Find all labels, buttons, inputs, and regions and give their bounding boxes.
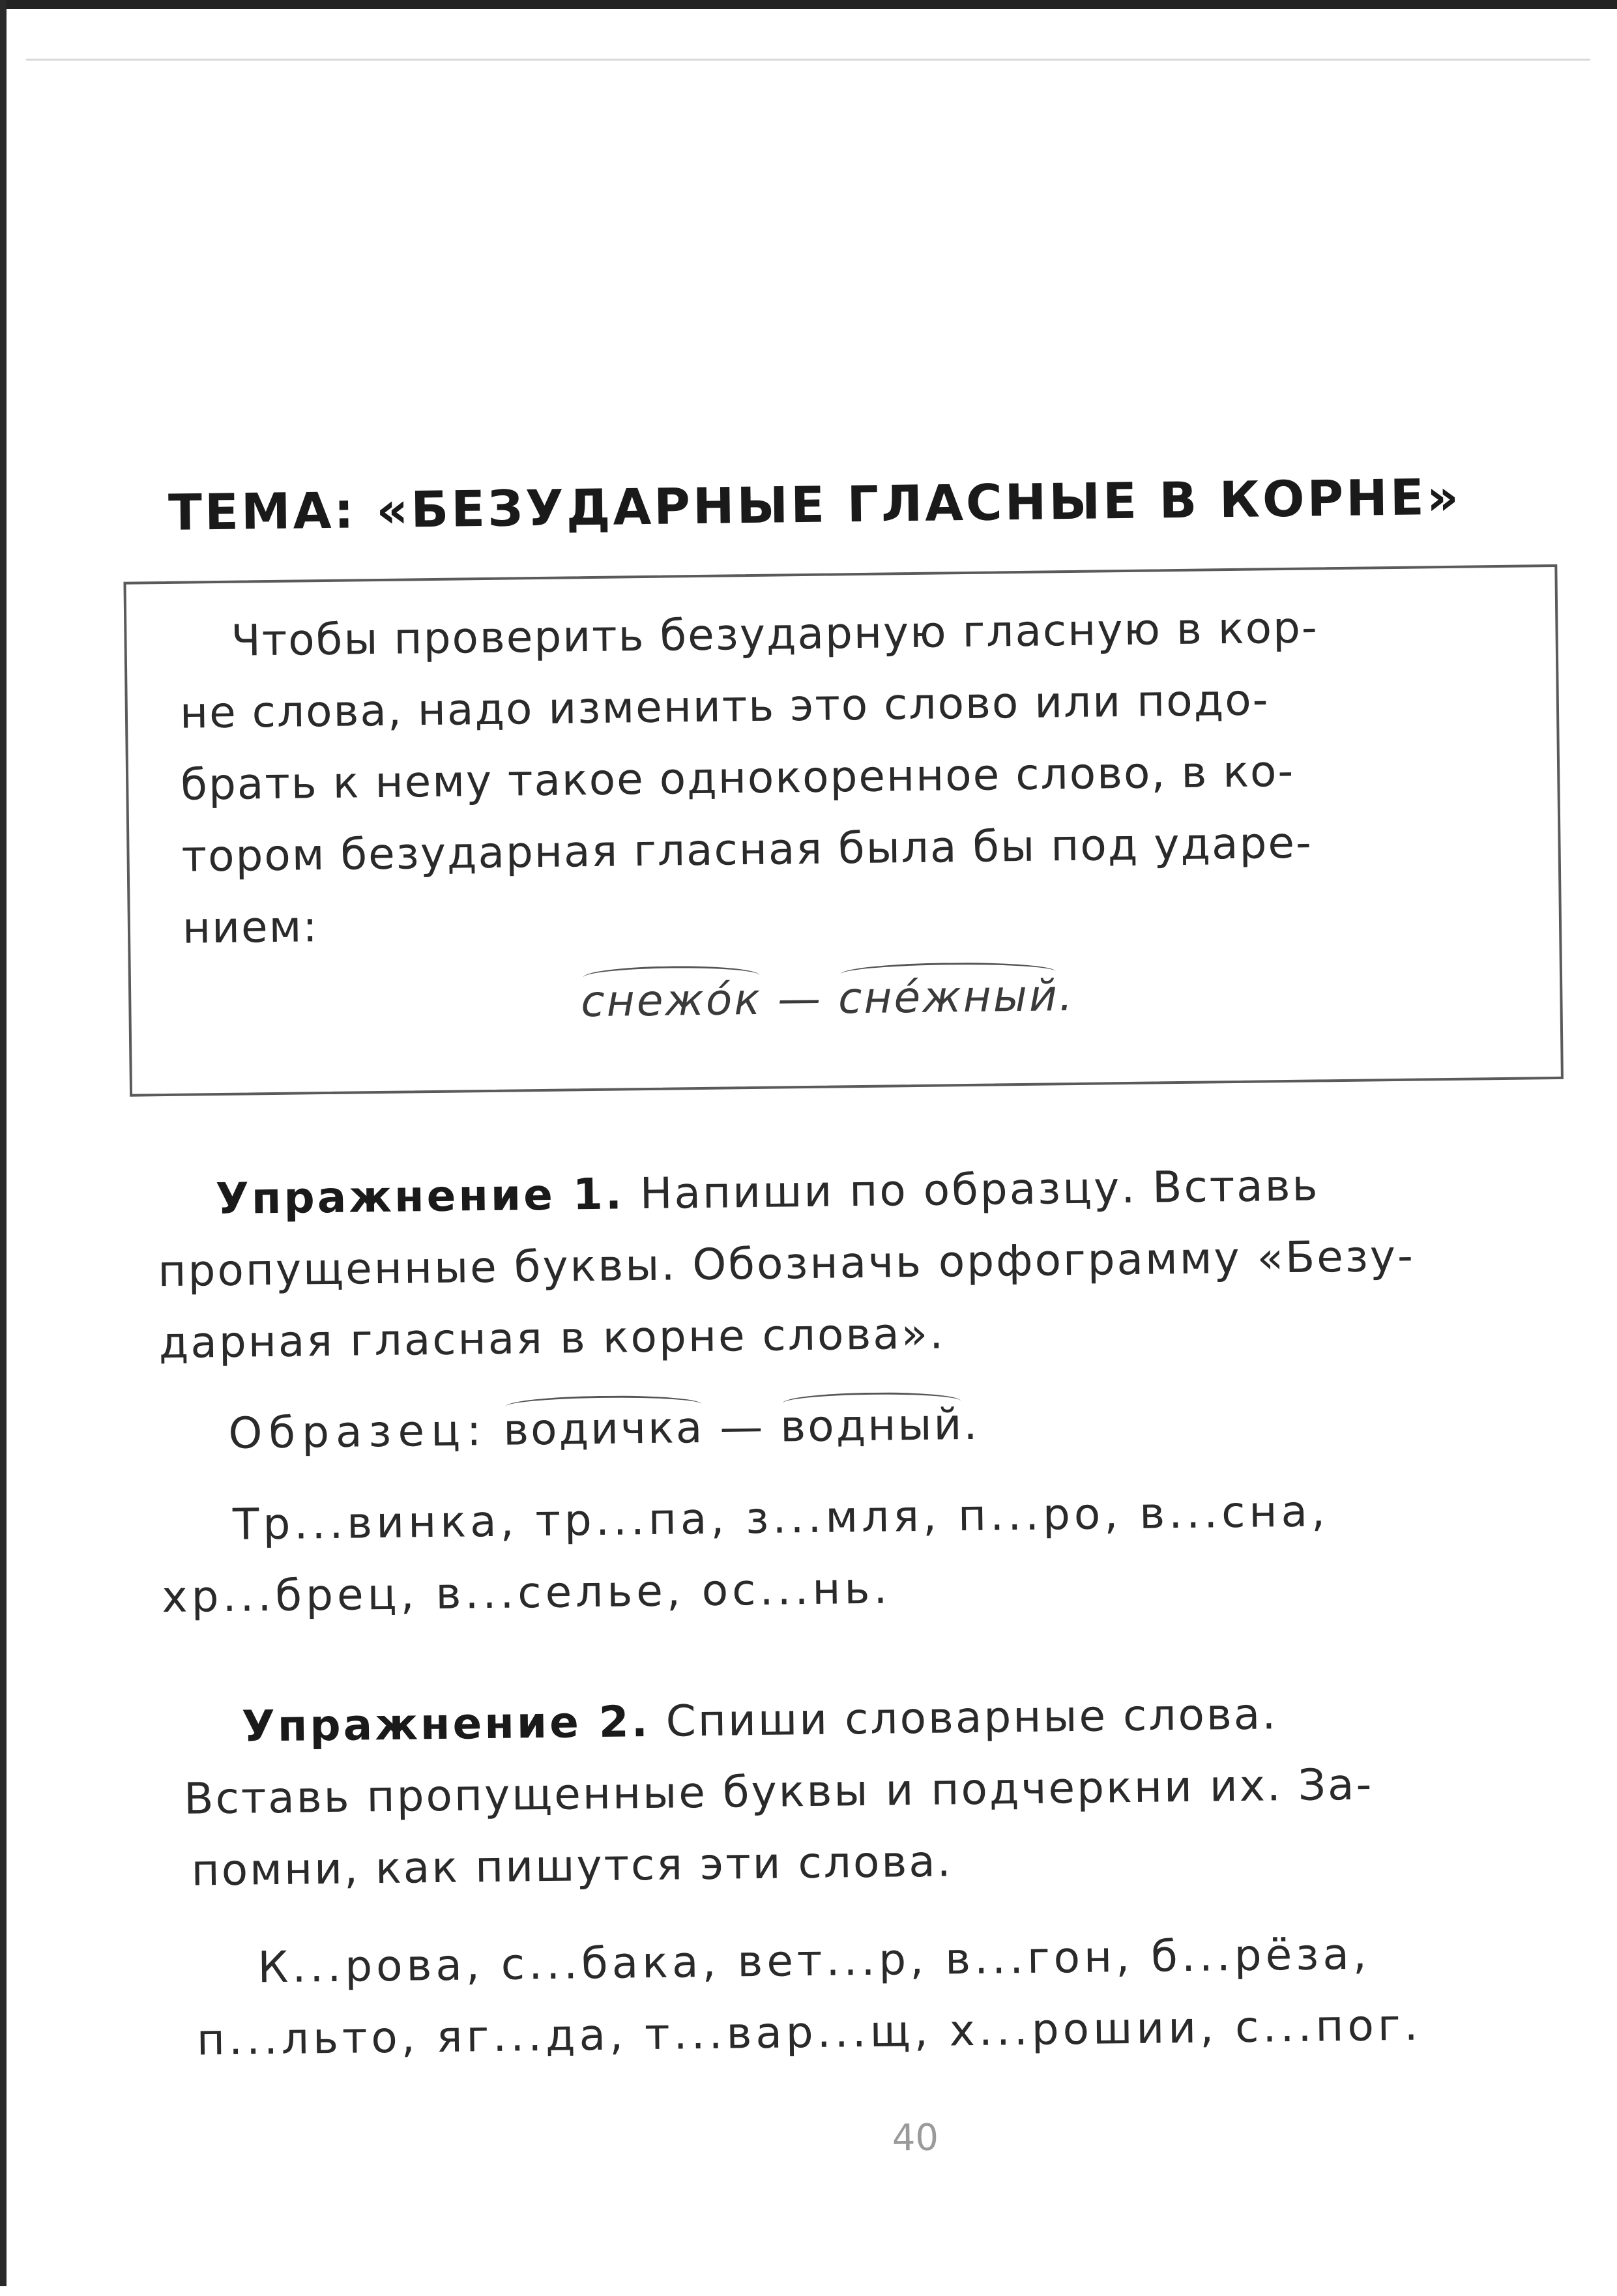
exercise2-line3: помни, как пишутся эти слова. [191,1836,954,1896]
rule-example-dash: — [761,973,839,1024]
exercise1-text: Напиши по образцу. Вставь [624,1160,1320,1219]
sample-word1: водичка [503,1402,705,1455]
sample-word2: водный [779,1399,964,1452]
sample-label: Образец: [227,1405,488,1459]
rule-example-end: . [1058,970,1075,1021]
page-number: 40 [892,2116,939,2160]
exercise1-line3: дарная гласная в корне слова». [158,1308,946,1369]
exercise1-words-line2: хр...брец, в...селье, ос...нь. [162,1563,892,1623]
exercise1-words-line1: Тр...винка, тр...па, з...мля, п...ро, в...сна, [232,1486,1330,1550]
page-title: ТЕМА: «БЕЗУДАРНЫЕ ГЛАСНЫЕ В КОРНЕ» [168,467,1462,542]
rule-line: тором безударная гласная была бы под ударе- [181,817,1313,882]
exercise2-line2: Вставь пропущенные буквы и подчеркни их. За- [183,1759,1374,1824]
rule-line: Чтобы проверить безударную гласную в кор- [231,602,1319,666]
rule-example-word1: снежо́к [580,974,763,1027]
exercise2-text: Спиши словарные слова. [650,1689,1278,1747]
exercise2-words-line2: п...льто, яг...да, т...вар...щ, х...рошии, с...пог. [196,1999,1422,2065]
exercise1-line1 [216,1160,1320,1224]
exercise1-heading: Упражнение 1. [215,1169,625,1225]
rule-example-word2: сне́жный [838,970,1060,1024]
rule-box [123,564,1563,1097]
exercise1-sample [228,1399,980,1459]
rule-line: не слова, надо изменить это слово или подо- [179,675,1270,738]
exercise2-line1 [241,1689,1277,1751]
exercise2-heading: Упражнение 2. [241,1696,651,1752]
sample-dash: — [703,1401,781,1453]
sample-end: . [963,1399,980,1450]
rule-example [581,970,1075,1026]
exercise1-line2: пропущенные буквы. Обозначь орфограмму «Безу- [157,1230,1416,1297]
exercise2-words-line1: К...рова, с...бака, вет...р, в...гон, б...рёза, [257,1928,1371,1993]
rule-line: брать к нему такое однокоренное слово, в ко- [180,746,1295,810]
rule-line: нием: [182,901,319,953]
